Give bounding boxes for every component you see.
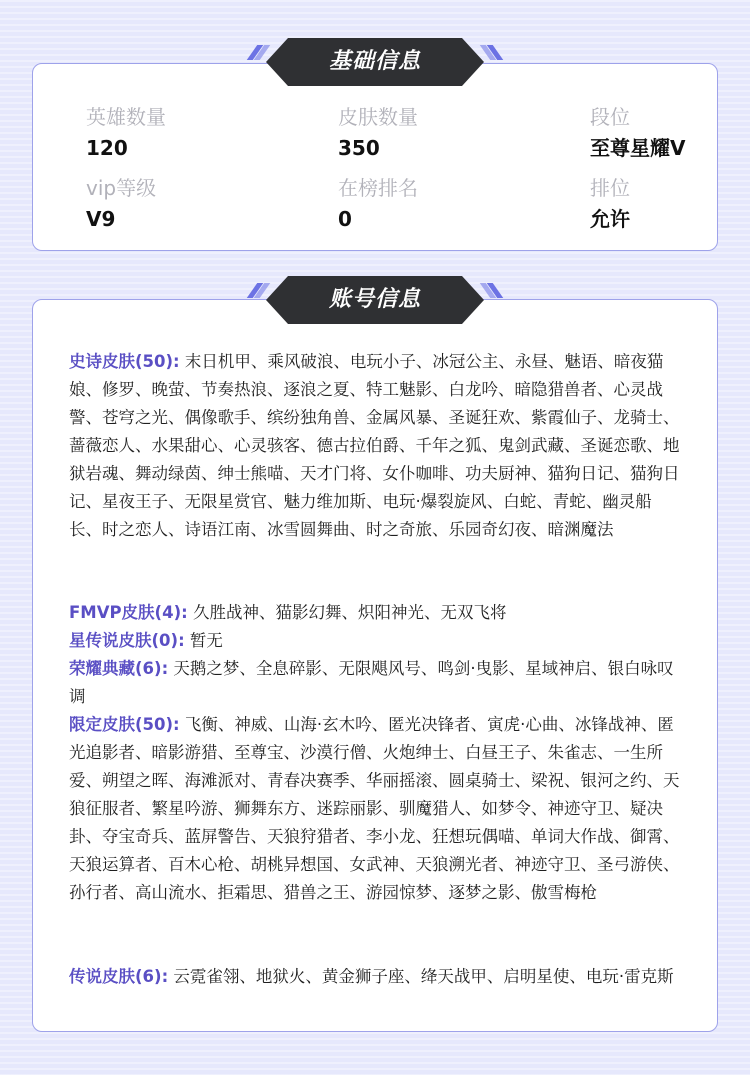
leaderboard-rank-field (338, 175, 418, 231)
ranked-allowed-field (590, 175, 630, 231)
skin-group-label: 荣耀典藏(6): (69, 659, 169, 678)
vip-level-value: V9 (86, 207, 116, 231)
skin-group-epic (69, 348, 681, 544)
leaderboard-rank-label: 在榜排名 (338, 176, 418, 200)
ranked-allowed-value: 允许 (590, 207, 630, 231)
skin-group-items: 云霓雀翎、地狱火、黄金狮子座、绛天战甲、启明星使、电玩·雷克斯 (173, 967, 674, 986)
skin-group-limited (69, 711, 681, 907)
skin-group-items: 末日机甲、乘风破浪、电玩小子、冰冠公主、永昼、魅语、暗夜猫娘、修罗、晚萤、节奏热浪、逐浪之夏、特工魅影、白龙吟、暗隐猎兽者、心灵战警、苍穹之光、偶像歌手、缤纷独角兽、金属风暴、圣诞狂欢、紫霞仙子、龙骑士、蔷薇恋人、水果甜心、心灵骇客、德古拉伯爵、千年之狐、鬼剑武藏、圣诞恋歌、地狱岩魂、舞动绿茵、绅士熊喵、天才门将、女仆咖啡、功夫厨神、猫狗日记、猫狗日记、星夜王子、无限星赏官、魅力维加斯、电玩·爆裂旋风、白蛇、青蛇、幽灵船长、时之恋人、诗语江南、冰雪圆舞曲、时之奇旅、乐园奇幻夜、暗渊魔法 (69, 352, 680, 539)
skin-group-legend (69, 963, 681, 991)
basic-info-header (244, 38, 506, 86)
skin-count-field (338, 104, 418, 160)
section-title-basic: 基础信息 (328, 49, 421, 74)
hero-count-value: 120 (86, 136, 128, 160)
skin-group-items: 飞衡、神威、山海·玄木吟、匿光决锋者、寅虎·心曲、冰锋战神、匿光追影者、暗影游猎、至尊宝、沙漠行僧、火炮绅士、白昼王子、朱雀志、一生所爱、朔望之晖、海滩派对、青春决赛季、华丽摇滚、圆桌骑士、梁祝、银河之约、天狼征服者、繁星吟游、狮舞东方、迷踪丽影、驯魔猎人、如梦令、神迹守卫、疑决卦、夺宝奇兵、蓝屏警告、天狼狩猎者、李小龙、狂想玩偶喵、单词大作战、御霄、天狼运算者、百木心枪、胡桃异想国、女武神、天狼溯光者、神迹守卫、圣弓游侠、孙行者、高山流水、拒霜思、猎兽之王、游园惊梦、逐梦之影、傲雪梅枪 (69, 715, 680, 902)
leaderboard-rank-value: 0 (338, 207, 352, 231)
skin-count-value: 350 (338, 136, 380, 160)
skin-group-label: FMVP皮肤(4): (69, 603, 188, 622)
skin-group-label: 限定皮肤(50): (69, 715, 180, 734)
ranked-allowed-label: 排位 (590, 176, 630, 200)
skin-group-glory-collection (69, 655, 681, 711)
vip-level-label: vip等级 (86, 176, 157, 200)
rank-tier-label: 段位 (590, 105, 630, 129)
account-info-card (32, 299, 718, 1032)
rank-tier-field (590, 104, 685, 160)
account-info-header (244, 276, 506, 324)
skin-group-star-legend (69, 627, 681, 655)
vip-level-field (86, 175, 156, 231)
skin-group-items: 天鹅之梦、全息碎影、无限飓风号、鸣剑·曳影、星域神启、银白咏叹调 (69, 659, 674, 706)
skin-group-fmvp (69, 599, 681, 627)
rank-tier-value: 至尊星耀V (590, 136, 686, 160)
skin-group-label: 星传说皮肤(0): (69, 631, 185, 650)
skin-group-items: 久胜战神、猫影幻舞、炽阳神光、无双飞将 (192, 603, 507, 622)
section-title-account: 账号信息 (328, 287, 421, 312)
hero-count-label: 英雄数量 (86, 105, 166, 129)
skin-count-label: 皮肤数量 (338, 105, 418, 129)
skin-group-label: 史诗皮肤(50): (69, 352, 180, 371)
skin-group-label: 传说皮肤(6): (69, 967, 169, 986)
hero-count-field (86, 104, 166, 160)
skin-group-items: 暂无 (189, 631, 223, 650)
basic-info-card (32, 63, 718, 251)
